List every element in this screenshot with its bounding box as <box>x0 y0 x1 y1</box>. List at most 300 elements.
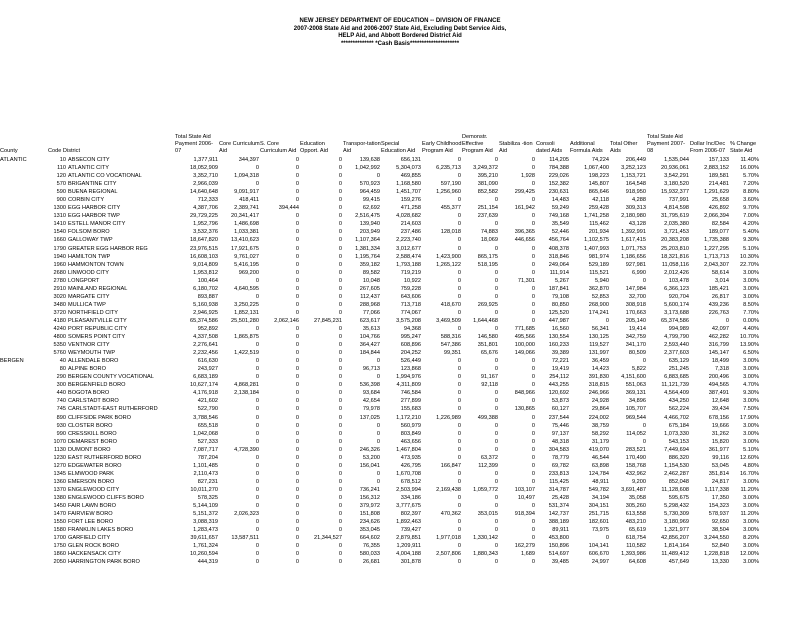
value-cell: 0 <box>457 390 461 397</box>
county-cell <box>0 261 48 269</box>
value-cell: 0 <box>494 406 498 413</box>
value-cell: 4,868,281 <box>234 382 259 389</box>
value-cell: 0 <box>295 325 299 332</box>
value-cell: 418,670 <box>440 301 461 308</box>
value-cell: 0 <box>338 374 342 381</box>
value-cell: 31,795,619 <box>661 213 689 220</box>
value-cell: 5.10% <box>743 245 759 252</box>
value-cell: 0 <box>338 197 342 204</box>
value-cell: 1,793,188 <box>396 261 421 268</box>
value-cell: 4,387,706 <box>193 205 218 212</box>
county-cell <box>0 309 48 317</box>
value-cell: 182,601 <box>588 519 609 526</box>
value-cell: 560,979 <box>400 422 421 429</box>
district-cell: ATLANTIC CITY <box>68 165 109 172</box>
value-cell: 0 <box>255 559 259 566</box>
district-cell: BERGEN COUNTY VOCATIONAL <box>68 374 154 381</box>
value-cell: 1,535,044 <box>664 157 689 163</box>
value-cell: 0 <box>531 503 535 510</box>
value-cell: 3,180,520 <box>664 181 689 188</box>
district-cell: FORT LEE BORO <box>68 519 114 526</box>
value-cell: 0 <box>255 470 259 477</box>
value-cell: 63,898 <box>591 462 609 469</box>
value-cell: 112,399 <box>478 462 498 469</box>
value-cell: 0 <box>295 430 299 437</box>
value-cell: 0 <box>457 494 461 501</box>
value-cell: 48,318 <box>551 438 569 445</box>
district-cell: FOLSOM BORO <box>68 229 110 236</box>
table-row <box>0 212 760 220</box>
value-cell: 0 <box>255 366 259 373</box>
value-cell: 0 <box>494 543 498 550</box>
value-cell: 277,899 <box>400 398 421 405</box>
value-cell: 0 <box>295 390 299 397</box>
value-cell: 1,407,993 <box>584 245 609 252</box>
value-cell: 4,151,600 <box>621 374 646 381</box>
value-cell: 18,647,820 <box>190 237 218 244</box>
table-row <box>0 454 760 462</box>
code-cell: 2910 <box>53 285 66 292</box>
value-cell: 0 <box>338 221 342 228</box>
code-cell: 3020 <box>53 293 66 300</box>
code-cell: 80 <box>59 366 66 373</box>
value-cell: 421,602 <box>197 398 218 405</box>
code-cell: 1470 <box>53 511 66 518</box>
value-cell: 200,496 <box>708 374 729 381</box>
value-cell: 0 <box>376 438 380 445</box>
value-cell: 5,416,195 <box>234 261 259 268</box>
value-cell: 5,940 <box>595 277 609 284</box>
value-cell: 5,304,073 <box>396 165 421 172</box>
county-cell <box>0 381 48 389</box>
table-row <box>0 381 760 389</box>
value-cell: 719,219 <box>400 269 421 276</box>
district-cell: EDGEWATER BORO <box>68 462 122 469</box>
county-cell <box>0 373 48 381</box>
value-cell: 38,504 <box>711 527 729 534</box>
code-cell: 1540 <box>53 229 66 236</box>
value-cell: 2,276,641 <box>193 342 218 349</box>
table-row <box>0 156 760 164</box>
value-cell: 0 <box>494 285 498 292</box>
value-cell: 746,584 <box>400 390 421 397</box>
value-cell: 0 <box>376 470 380 477</box>
value-cell: 712,333 <box>197 197 218 204</box>
value-cell: 578,937 <box>708 511 729 518</box>
value-cell: 0 <box>255 503 259 510</box>
value-cell: 462,282 <box>708 334 729 341</box>
value-cell: 214,481 <box>708 181 729 188</box>
value-cell: 6,683,189 <box>193 374 218 381</box>
value-cell: 9,761,027 <box>234 253 259 260</box>
value-cell: 52,446 <box>551 229 569 236</box>
value-cell: 187,841 <box>548 285 569 292</box>
table-row <box>0 446 760 454</box>
county-cell <box>0 341 48 349</box>
table-row <box>0 277 760 285</box>
value-cell: 1,422,519 <box>234 350 259 357</box>
table-row <box>0 510 760 518</box>
value-cell: 0 <box>531 317 535 324</box>
value-cell: 3,173,688 <box>664 309 689 316</box>
value-cell: 204,252 <box>400 350 421 357</box>
value-cell: 595,675 <box>668 494 689 501</box>
value-cell: 526,449 <box>400 358 421 365</box>
value-cell: 1,670,708 <box>396 470 421 477</box>
value-cell: 10,497 <box>517 494 535 501</box>
value-cell: 0 <box>295 197 299 204</box>
value-cell: 100,000 <box>514 342 535 349</box>
value-cell: 35,058 <box>628 494 646 501</box>
value-cell: 104,141 <box>588 543 609 550</box>
value-cell: 0 <box>531 446 535 453</box>
code-cell: 1550 <box>53 519 66 526</box>
value-cell: 4,564,409 <box>664 390 689 397</box>
value-cell: 2,026,323 <box>234 511 259 518</box>
district-cell: DUMONT BORO <box>68 446 111 453</box>
value-cell: 964,459 <box>359 189 380 196</box>
value-cell: 160,233 <box>548 342 569 349</box>
value-cell: 19,666 <box>711 422 729 429</box>
value-cell: 0 <box>457 325 461 332</box>
value-cell: 0 <box>338 430 342 437</box>
value-cell: 1,644,468 <box>473 317 498 324</box>
value-cell: 0 <box>494 245 498 252</box>
county-cell <box>0 277 48 285</box>
value-cell: 7,087,717 <box>193 446 218 453</box>
value-cell: 0 <box>531 245 535 252</box>
value-cell: 443,255 <box>548 382 569 389</box>
value-cell: 14,483 <box>551 197 569 204</box>
value-cell: 0 <box>457 366 461 373</box>
value-cell: 0 <box>295 366 299 373</box>
value-cell: 4,311,809 <box>396 382 421 389</box>
header-line-1: NEW JERSEY DEPARTMENT OF EDUCATION -- DIVISION OF FINANCE <box>299 18 501 24</box>
value-cell: 0 <box>338 237 342 244</box>
value-cell: 65,374,586 <box>661 317 689 324</box>
value-cell: 59,249 <box>551 205 569 212</box>
county-cell <box>0 172 48 180</box>
value-cell: 115,425 <box>549 478 569 485</box>
value-cell: 0 <box>338 551 342 558</box>
county-cell <box>0 478 48 486</box>
value-cell: 20,341,417 <box>231 213 259 220</box>
value-cell: 0 <box>338 390 342 397</box>
column-header-row <box>0 76 760 156</box>
county-cell <box>0 405 48 413</box>
value-cell: 119,527 <box>589 342 609 349</box>
value-cell: 0 <box>295 470 299 477</box>
district-cell: GLEN ROCK BORO <box>68 543 119 550</box>
value-cell: 5.10% <box>743 446 759 453</box>
county-cell <box>0 446 48 454</box>
value-cell: 787,204 <box>197 454 218 461</box>
value-cell: 4,728,390 <box>234 446 259 453</box>
code-cell: 440 <box>56 390 66 397</box>
code-cell: 120 <box>56 173 66 180</box>
value-cell: 1,186,656 <box>621 253 646 260</box>
value-cell: 0 <box>338 277 342 284</box>
value-cell: 3,180,969 <box>664 519 689 526</box>
value-cell: 0 <box>338 366 342 373</box>
value-cell: 494,565 <box>708 382 729 389</box>
value-cell: 0 <box>531 253 535 260</box>
code-cell: 1860 <box>53 551 66 558</box>
value-cell: 1,101,485 <box>193 462 218 469</box>
value-cell: 387,491 <box>708 390 729 397</box>
value-cell: 224,002 <box>588 414 609 421</box>
value-cell: 203,949 <box>359 229 380 236</box>
value-cell: 120,692 <box>548 390 569 397</box>
value-cell: 10.30% <box>740 253 759 260</box>
value-cell: 237,544 <box>548 414 569 421</box>
district-cell: ENGLEWOOD CLIFFS BORO <box>68 494 144 501</box>
value-cell: 42,118 <box>592 197 609 204</box>
col-consolidated: Consoli dated Aids <box>536 141 563 155</box>
county-cell <box>0 301 48 309</box>
value-cell: 29,729,225 <box>190 213 218 220</box>
value-cell: 0 <box>255 342 259 349</box>
value-cell: 5,730,309 <box>664 511 689 518</box>
value-cell: 2,180,980 <box>621 213 646 220</box>
value-cell: 4,799,790 <box>664 334 689 341</box>
value-cell: 19,414 <box>628 325 646 332</box>
value-cell: 0 <box>338 559 342 566</box>
value-cell: 0 <box>338 382 342 389</box>
value-cell: 655,518 <box>197 422 218 429</box>
value-cell: 0 <box>338 462 342 469</box>
value-cell: 0 <box>642 277 646 284</box>
county-cell <box>0 196 48 204</box>
value-cell: 0 <box>295 535 299 542</box>
value-cell: 547,386 <box>440 342 461 349</box>
value-cell: 12,648 <box>711 398 729 405</box>
table-row <box>0 164 760 172</box>
value-cell: 0 <box>295 285 299 292</box>
value-cell: 0 <box>531 269 535 276</box>
table-row <box>0 325 760 333</box>
value-cell: 578,325 <box>197 494 218 501</box>
value-cell: 1,283,473 <box>193 527 218 534</box>
value-cell: 185,421 <box>708 285 729 292</box>
value-cell: 5,151,372 <box>193 511 218 518</box>
value-cell: 0 <box>457 374 461 381</box>
code-cell: 1580 <box>53 527 66 534</box>
district-cell: MARGATE CITY <box>68 293 110 300</box>
value-cell: 0 <box>295 245 299 252</box>
value-cell: 426,892 <box>708 205 729 212</box>
value-cell: 1,880,343 <box>473 551 498 558</box>
value-cell: 0 <box>531 157 535 163</box>
value-cell: 994,989 <box>668 325 689 332</box>
value-cell: 29,864 <box>591 406 609 413</box>
value-cell: 24,997 <box>591 559 609 566</box>
code-cell: 570 <box>56 181 66 188</box>
table-body <box>0 156 760 566</box>
header-line-2: 2007-2008 State Aid and 2006-2007 State Aid, Excluding Debt Service Aids, <box>293 25 507 32</box>
code-cell: 4180 <box>53 317 66 324</box>
value-cell: 7.70% <box>743 309 759 316</box>
value-cell: 142,737 <box>548 511 569 518</box>
value-cell: 2,377,603 <box>664 350 689 357</box>
county-cell <box>0 365 48 373</box>
value-cell: 0 <box>457 285 461 292</box>
value-cell: 675,184 <box>668 422 689 429</box>
value-cell: 0 <box>531 309 535 316</box>
value-cell: 11.40% <box>740 157 759 163</box>
value-cell: 0 <box>457 269 461 276</box>
value-cell: 304,583 <box>548 446 569 453</box>
value-cell: 362,870 <box>588 285 609 292</box>
county-cell <box>0 220 48 228</box>
value-cell: 0 <box>457 398 461 405</box>
value-cell: 2,035,380 <box>664 221 689 228</box>
col-core-curriculum: Core Curriculum Aid <box>219 141 260 155</box>
value-cell: 0 <box>338 293 342 300</box>
value-cell: 3.00% <box>743 374 759 381</box>
value-cell: 852,048 <box>668 478 689 485</box>
value-cell: 0 <box>494 277 498 284</box>
value-cell: 158,768 <box>625 462 646 469</box>
value-cell: 2,462,287 <box>664 470 689 477</box>
value-cell: 283,521 <box>625 446 646 453</box>
value-cell: 4.40% <box>743 325 759 332</box>
value-cell: 189,581 <box>708 173 729 180</box>
value-cell: 105,707 <box>625 406 646 413</box>
value-cell: 16.00% <box>740 165 759 172</box>
code-cell: 1130 <box>53 446 66 453</box>
value-cell: 0 <box>255 374 259 381</box>
county-cell: ATLANTIC <box>0 157 27 163</box>
value-cell: 1,067,400 <box>584 165 609 172</box>
code-cell: 1940 <box>53 253 66 260</box>
value-cell: 396,365 <box>514 229 535 236</box>
value-cell: 0 <box>642 438 646 445</box>
value-cell: 771,685 <box>514 325 535 332</box>
value-cell: 3,014 <box>715 277 729 284</box>
col-pct-change: % Change State Aid <box>730 141 757 155</box>
district-cell: FAIR LAWN BORO <box>68 503 116 510</box>
value-cell: 237,486 <box>400 229 421 236</box>
value-cell: 3,250,225 <box>234 301 259 308</box>
value-cell: 514,697 <box>548 551 569 558</box>
table-row <box>0 550 760 558</box>
value-cell: 1,689 <box>521 551 535 558</box>
value-cell: 18,321,816 <box>661 253 689 260</box>
value-cell: 0 <box>494 519 498 526</box>
value-cell: 35,613 <box>362 325 380 332</box>
value-cell: 0 <box>457 358 461 365</box>
value-cell: 318,846 <box>548 253 569 260</box>
table-row <box>0 228 760 236</box>
value-cell: 3.00% <box>743 398 759 405</box>
value-cell: 164,548 <box>625 181 646 188</box>
district-cell: SOMERS POINT CITY <box>68 334 126 341</box>
value-cell: 1,377,911 <box>193 157 218 163</box>
value-cell: 3.00% <box>743 559 759 566</box>
value-cell: 12.60% <box>740 454 759 461</box>
code-cell: 590 <box>56 189 66 196</box>
district-cell: PORT REPUBLIC CITY <box>68 325 128 332</box>
value-cell: 65,374,586 <box>190 317 218 324</box>
code-cell: 1410 <box>53 221 66 228</box>
code-cell: 1070 <box>53 438 66 445</box>
value-cell: 0 <box>338 422 342 429</box>
value-cell: 2,507,806 <box>436 551 461 558</box>
value-cell: 170,490 <box>625 454 646 461</box>
value-cell: 0 <box>338 350 342 357</box>
value-cell: 150,896 <box>548 543 569 550</box>
county-cell <box>0 454 48 462</box>
value-cell: 0 <box>255 519 259 526</box>
value-cell: 1,042,068 <box>193 430 218 437</box>
table-row <box>0 245 760 253</box>
value-cell: 518,195 <box>477 261 498 268</box>
value-cell: 3,788,546 <box>193 414 218 421</box>
value-cell: 7,449,694 <box>664 446 689 453</box>
value-cell: 623,617 <box>359 317 380 324</box>
value-cell: 22.70% <box>740 261 759 268</box>
district-cell: GALLOWAY TWP <box>68 237 113 244</box>
value-cell: 562,224 <box>668 406 689 413</box>
value-cell: 0 <box>531 181 535 188</box>
state-aid-table <box>0 76 760 566</box>
district-cell: LINWOOD CITY <box>68 269 110 276</box>
value-cell: 0 <box>295 221 299 228</box>
value-cell: 0 <box>457 422 461 429</box>
district-cell: BUENA REGIONAL <box>68 189 118 196</box>
value-cell: 0 <box>255 325 259 332</box>
value-cell: 1,228,818 <box>704 551 729 558</box>
value-cell: 0 <box>494 325 498 332</box>
value-cell: 4.20% <box>743 221 759 228</box>
value-cell: 234,626 <box>359 519 380 526</box>
district-cell: CRESSKILL BORO <box>68 430 117 437</box>
value-cell: 0 <box>338 454 342 461</box>
district-cell: CARLSTADT BORO <box>68 398 119 405</box>
value-cell: 0 <box>295 261 299 268</box>
value-cell: 656,131 <box>400 157 421 163</box>
value-cell: 341,170 <box>625 342 646 349</box>
value-cell: 9,200 <box>632 478 646 485</box>
value-cell: 920,704 <box>668 293 689 300</box>
value-cell: 0 <box>531 422 535 429</box>
value-cell: 351,801 <box>477 342 498 349</box>
value-cell: 0 <box>295 486 299 493</box>
value-cell: 0 <box>338 301 342 308</box>
value-cell: 802,397 <box>400 511 421 518</box>
value-cell: 301,878 <box>400 559 421 566</box>
value-cell: 60,127 <box>551 406 569 413</box>
value-cell: 226,763 <box>708 309 729 316</box>
value-cell: 26,681 <box>362 559 380 566</box>
county-cell <box>0 397 48 405</box>
district-cell: ENGLEWOOD CITY <box>68 486 120 493</box>
value-cell: 8.50% <box>743 301 759 308</box>
col-total-other: Total Other Aids <box>610 141 638 155</box>
value-cell: 206,449 <box>625 157 646 163</box>
value-cell: 34,194 <box>591 494 609 501</box>
county-cell <box>0 228 48 236</box>
value-cell: 0 <box>255 293 259 300</box>
value-cell: 2,012,426 <box>664 269 689 276</box>
value-cell: 643,606 <box>400 293 421 300</box>
value-cell: 24,817 <box>711 478 729 485</box>
value-cell: 11,121,739 <box>661 382 689 389</box>
value-cell: 156,041 <box>359 462 380 469</box>
value-cell: 0 <box>531 478 535 485</box>
value-cell: 0 <box>531 454 535 461</box>
